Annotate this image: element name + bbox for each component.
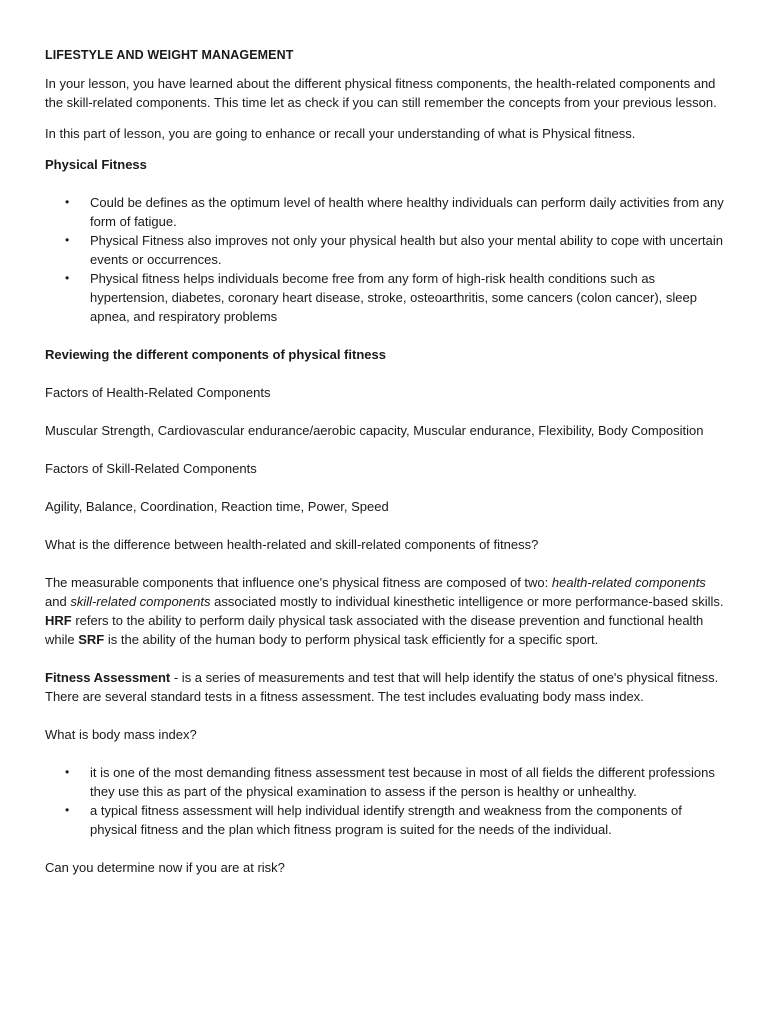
bullet-icon: • [65, 765, 70, 779]
document-page [45, 46, 725, 896]
skill-related-label: Factors of Skill-Related Components [45, 461, 257, 476]
list-item: • it is one of the most demanding fitness assessment test because in most of all fields the different professions they use this as part of the physical examination to assess if the person is healthy or unhealthy. [65, 765, 715, 799]
closing-question: Can you determine now if you are at risk? [45, 860, 285, 875]
fitness-assessment-paragraph: Fitness Assessment - is a series of measurements and test that will help identify the status of one's physical fitness. There are several standard tests in a fitness assessment. The test includes evaluating body mass index. [45, 670, 719, 704]
bullet-icon: • [65, 271, 70, 285]
bmi-list [45, 763, 725, 839]
document-title: LIFESTYLE AND WEIGHT MANAGEMENT [45, 48, 294, 62]
intro-paragraph-1: In your lesson, you have learned about the different physical fitness components, the health-related components and the skill-related components. This time let as check if you can still remember the concepts from your previous lesson. [45, 76, 717, 110]
list-item: • Physical fitness helps individuals become free from any form of high-risk health conditions such as hypertension, diabetes, coronary heart disease, stroke, osteoarthritis, some cancers (colon cancer), sleep apnea, and respiratory problems [65, 271, 697, 324]
physical-fitness-heading: Physical Fitness [45, 157, 147, 172]
health-related-label: Factors of Health-Related Components [45, 385, 271, 400]
difference-question: What is the difference between health-related and skill-related components of fitness? [45, 537, 539, 552]
health-related-list: Muscular Strength, Cardiovascular endurance/aerobic capacity, Muscular endurance, Flexibility, Body Composition [45, 423, 704, 438]
review-heading: Reviewing the different components of physical fitness [45, 347, 386, 362]
intro-paragraph-2: In this part of lesson, you are going to enhance or recall your understanding of what is Physical fitness. [45, 126, 636, 141]
list-item: • Physical Fitness also improves not only your physical health but also your mental ability to cope with uncertain events or occurrences. [65, 233, 723, 267]
physical-fitness-list [45, 193, 725, 326]
skill-related-list: Agility, Balance, Coordination, Reaction time, Power, Speed [45, 499, 389, 514]
list-item: • Could be defines as the optimum level of health where healthy individuals can perform daily activities from any form of fatigue. [65, 195, 724, 229]
fitness-assessment-term: Fitness Assessment [45, 670, 171, 685]
bmi-question: What is body mass index? [45, 727, 197, 742]
bullet-icon: • [65, 195, 70, 209]
bullet-icon: • [65, 233, 70, 247]
difference-paragraph: The measurable components that influence one's physical fitness are composed of two: health-related components and skill-related components associated mostly to individual kinesthetic intelligence or more performance-based skills. HRF refers to the ability to perform daily physical task associated with the disease prevention and functional health while SRF is the ability of the human body to perform physical task efficiently for a specific sport. [45, 575, 724, 647]
bullet-icon: • [65, 803, 70, 817]
list-item: • a typical fitness assessment will help individual identify strength and weakness from the components of physical fitness and the plan which fitness program is suited for the needs of the individual. [65, 803, 682, 837]
